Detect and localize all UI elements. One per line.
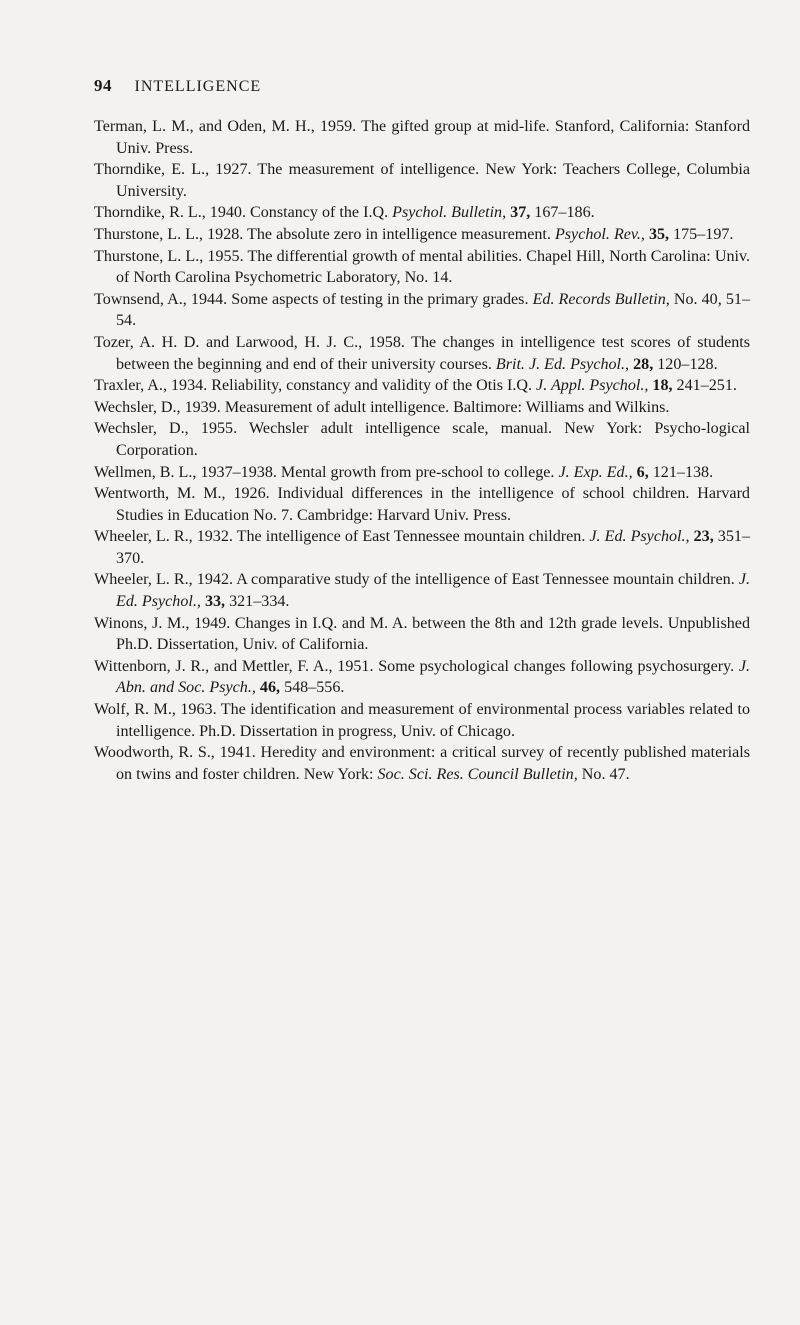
reference-entry — [94, 418, 750, 461]
reference-source: Psychol. Bulletin, — [392, 204, 507, 222]
reference-author: Terman, L. M., and Oden, M. H., — [94, 118, 320, 135]
reference-title: The absolute zero in intelligence measurement. — [243, 225, 555, 243]
reference-title: Some aspects of testing in the primary grades. — [227, 290, 533, 308]
reference-title: Constancy of the I.Q. — [246, 204, 393, 222]
reference-author: Wittenborn, J. R., and Mettler, F. A., — [94, 657, 338, 675]
reference-volume: 33, — [200, 593, 226, 611]
reference-pages: 351–370. — [116, 528, 750, 567]
reference-entry — [94, 202, 750, 224]
reference-author: Wentworth, M. M., — [94, 485, 234, 503]
reference-author: Wheeler, L. R., — [94, 571, 197, 589]
page-number: 94 — [94, 76, 112, 95]
reference-year: 1926. — [233, 485, 270, 503]
reference-entry — [94, 375, 750, 397]
reference-year: 1949. — [194, 614, 231, 632]
reference-author: Tozer, A. H. D. and Larwood, H. J. C., — [94, 333, 369, 351]
reference-year: 1958. — [368, 333, 405, 351]
reference-title: The identification and measurement of environmental process variables related to intelligence. Ph.D. Dissertation in progress, Univ. of Chicago. — [116, 701, 750, 740]
reference-volume: 37, — [506, 204, 531, 222]
running-head — [94, 76, 261, 96]
reference-author: Winons, J. M., — [94, 614, 195, 632]
reference-title: The gifted group at mid-life. Stanford, California: Stanford Univ. Press. — [116, 118, 750, 157]
reference-entry — [94, 656, 750, 699]
reference-year: 1939. — [184, 398, 221, 416]
reference-title: Individual differences in the intelligence of school children. Harvard Studies in Education No. 7. Cambridge: Harvard Univ. Press. — [116, 485, 750, 524]
reference-source: J. Ed. Psychol., — [589, 528, 690, 546]
reference-pages: 175–197. — [669, 225, 734, 243]
reference-author: Wechsler, D., — [94, 420, 201, 438]
reference-entry — [94, 699, 750, 742]
reference-title: Wechsler adult intelligence scale, manual. New York: Psycho-logical Corporation. — [116, 420, 750, 459]
reference-volume: 18, — [648, 377, 673, 395]
reference-pages: 241–251. — [672, 377, 737, 395]
reference-year: 1942. — [196, 571, 234, 589]
reference-volume: 23, — [689, 528, 714, 546]
reference-title: The intelligence of East Tennessee mountain children. — [232, 528, 590, 546]
reference-title: Some psychological changes following psychosurgery. — [373, 657, 739, 675]
reference-pages: No. 47. — [577, 765, 630, 783]
reference-title: Changes in I.Q. and M. A. between the 8th and 12th grade levels. Unpublished Ph.D. Dissertation, Univ. of California. — [116, 614, 750, 654]
reference-entry — [94, 397, 750, 419]
reference-title: Reliability, constancy and validity of the Otis I.Q. — [207, 377, 537, 395]
reference-author: Woodworth, R. S., — [94, 744, 220, 762]
reference-entry — [94, 483, 750, 526]
reference-year: 1941. — [219, 744, 256, 762]
reference-year: 1937–1938. — [200, 463, 277, 481]
reference-year: 1928. — [207, 225, 244, 243]
reference-entry — [94, 332, 750, 375]
reference-volume: 28, — [629, 355, 654, 373]
reference-volume: 35, — [644, 225, 670, 243]
reference-year: 1927. — [215, 161, 252, 179]
reference-pages: 548–556. — [280, 679, 345, 697]
reference-author: Wolf, R. M., — [94, 701, 181, 719]
reference-year: 1940. — [209, 204, 246, 222]
reference-year: 1955. — [207, 247, 244, 265]
reference-author: Wechsler, D., — [94, 398, 185, 416]
reference-entry — [94, 159, 750, 202]
reference-pages: No. 40, 51–54. — [116, 290, 750, 330]
reference-author: Wheeler, L. R., — [94, 528, 197, 546]
reference-title: The changes in intelligence test scores of students between the beginning and end of their university courses. — [116, 333, 751, 373]
reference-entry — [94, 224, 750, 246]
reference-title: Mental growth from pre-school to college. — [276, 463, 559, 481]
reference-title: Heredity and environment: a critical survey of recently published materials on twins and foster children. New York: — [116, 744, 750, 783]
reference-author: Townsend, A., — [94, 290, 191, 308]
reference-source: J. Abn. and Soc. Psych., — [116, 657, 751, 697]
reference-title: The differential growth of mental abilities. Chapel Hill, North Carolina: Univ. of North Carolina Psychometric Laboratory, No. 14. — [116, 247, 750, 287]
reference-author: Traxler, A., — [94, 377, 171, 395]
reference-entry — [94, 289, 750, 332]
running-head-title: INTELLIGENCE — [134, 78, 262, 95]
reference-entry — [94, 569, 750, 612]
reference-pages: 120–128. — [653, 355, 718, 373]
reference-entry — [94, 613, 750, 656]
reference-author: Thorndike, E. L., — [94, 161, 216, 179]
reference-volume: 6, — [632, 463, 649, 481]
reference-year: 1944. — [190, 290, 228, 308]
reference-volume: 46, — [255, 679, 281, 697]
reference-year: 1955. — [200, 420, 238, 438]
reference-source: J. Exp. Ed., — [558, 463, 633, 481]
reference-author: Thurstone, L. L., — [94, 247, 208, 265]
reference-source: Soc. Sci. Res. Council Bulletin, — [377, 765, 578, 783]
reference-title: A comparative study of the intelligence of East Tennessee mountain children. — [233, 571, 739, 589]
reference-entry — [94, 246, 750, 289]
reference-pages: 121–138. — [648, 463, 714, 481]
reference-pages: 167–186. — [530, 204, 595, 222]
reference-entry — [94, 742, 750, 785]
reference-entry — [94, 526, 750, 569]
reference-author: Thurstone, L. L., — [94, 225, 208, 243]
reference-author: Wellmen, B. L., — [94, 463, 201, 481]
reference-list — [94, 116, 750, 785]
reference-year: 1963. — [180, 701, 217, 719]
reference-source: Ed. Records Bulletin, — [532, 290, 670, 308]
reference-year: 1934. — [171, 377, 208, 395]
reference-entry — [94, 116, 750, 159]
reference-year: 1951. — [337, 657, 374, 675]
reference-entry — [94, 462, 750, 484]
reference-title: Measurement of adult intelligence. Baltimore: Williams and Wilkins. — [220, 398, 670, 416]
reference-year: 1959. — [319, 118, 357, 135]
reference-source: J. Appl. Psychol., — [536, 377, 649, 395]
reference-title: The measurement of intelligence. New York: Teachers College, Columbia University. — [116, 161, 750, 200]
reference-source: Psychol. Rev., — [554, 225, 645, 243]
reference-source: Brit. J. Ed. Psychol., — [495, 355, 630, 373]
reference-source: J. Ed. Psychol., — [116, 571, 750, 611]
reference-pages: 321–334. — [225, 593, 290, 611]
reference-author: Thorndike, R. L., — [94, 204, 210, 222]
reference-year: 1932. — [196, 528, 233, 546]
